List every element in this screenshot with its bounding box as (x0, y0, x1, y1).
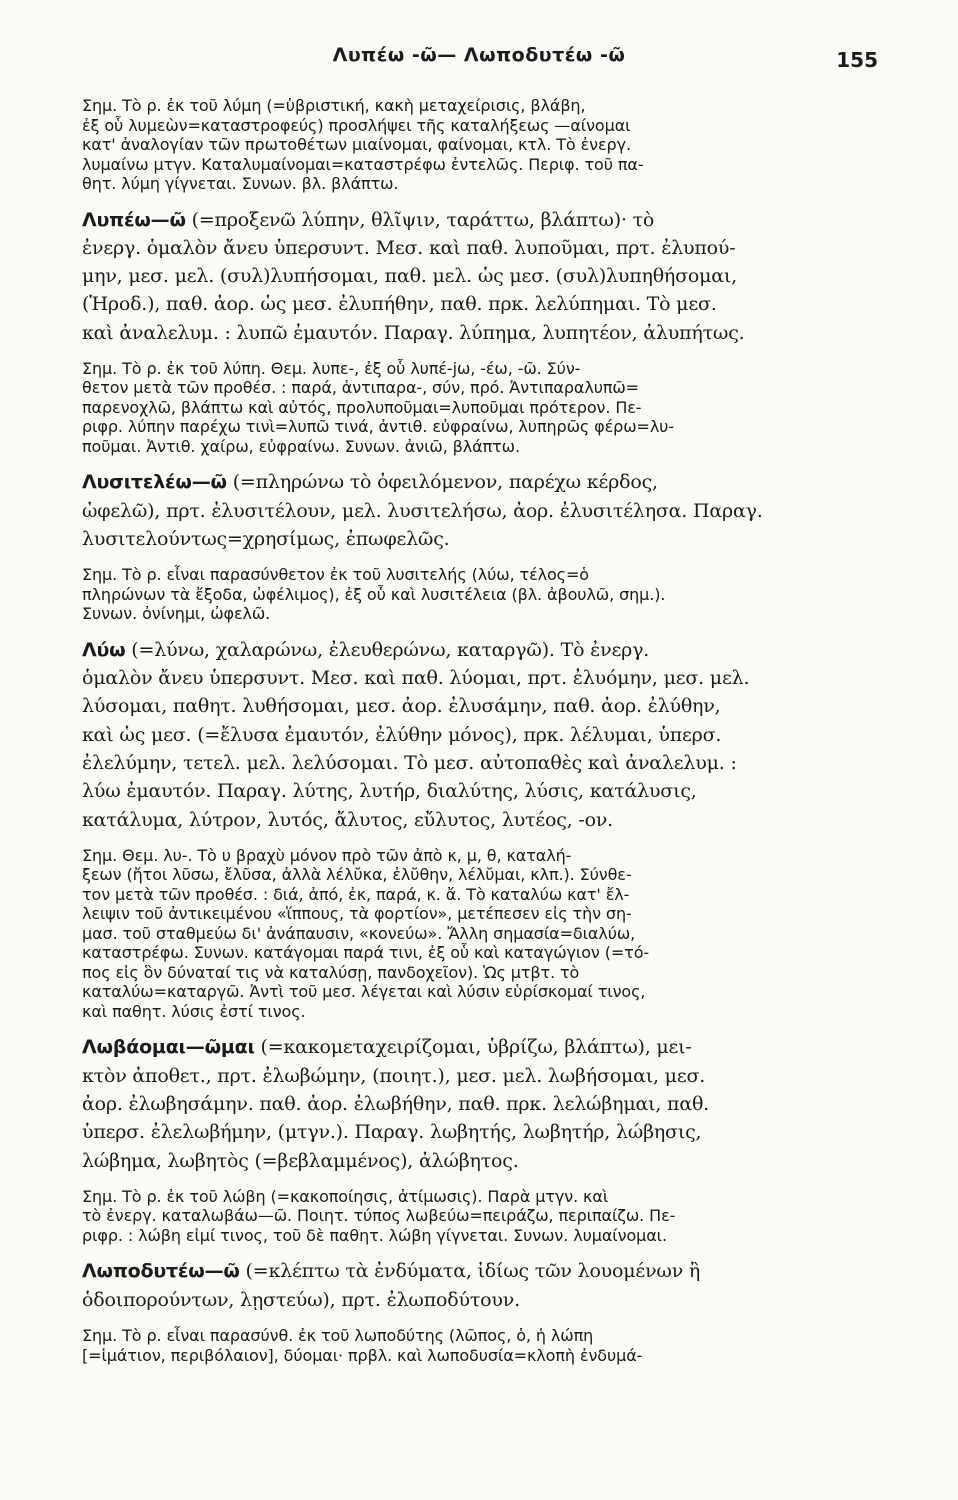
dictionary-entry (82, 206, 846, 347)
entry-line: Λωβάομαι—ῶμαι (=κακομεταχειρίζομαι, ὑβρίζω, βλάπτω), μει- (82, 1036, 692, 1059)
note-line: κατ' ἀναλογίαν τῶν πρωτοθέτων μιαίνομαι, φαίνομαι, κτλ. Τὸ ἐνεργ. (82, 135, 631, 154)
note-line: Σημ. Τὸ ρ. εἶναι παρασύνθετον ἐκ τοῦ λυσιτελής (λύω, τέλος=ὁ (82, 565, 589, 585)
entry-line: κατάλυμα, λύτρον, λυτός, ἄλυτος, εὔλυτος, λυτέος, -ον. (82, 808, 614, 831)
note-line: τον μετὰ τῶν προθέσ. : διά, ἀπό, ἐκ, παρά, κ. ἄ. Τὸ καταλύω κατ' ἔλ- (82, 884, 630, 904)
entry-line: ὑπερσ. ἐλελωβήμην, (μτγν.). Παραγ. λωβητής, λωβητήρ, λώβησις, (82, 1121, 702, 1144)
note-line: ξεων (ἤτοι λῦσω, ἔλῦσα, ἀλλὰ λέλῠκα, ἐλῠθην, λέλῠμαι, κλπ.). Σύνθε- (82, 865, 632, 885)
entry-line: καὶ ὡς μεσ. (=ἔλυσα ἐμαυτόν, ἐλύθην μόνος), πρκ. λέλυμαι, ὑπερσ. (82, 723, 722, 746)
dictionary-entry (82, 1033, 846, 1174)
page-number: 155 (836, 48, 878, 72)
note-line: παρενοχλῶ, βλάπτω καὶ αὐτός, προλυποῦμαι=λυποῦμαι πρότερον. Πε- (82, 397, 642, 417)
note-line: πληρώνων τὰ ἔξοδα, ὠφέλιμος), ἐξ οὗ καὶ λυσιτέλεια (βλ. ἀβουλῶ, σημ.). (82, 584, 666, 604)
entry-note (82, 359, 846, 457)
entry-note (82, 1187, 846, 1246)
entry-line: Λωποδυτέω—ῶ (=κλέπτω τὰ ἐνδύματα, ἰδίως τῶν λουομένων ἢ (82, 1260, 701, 1283)
note-line: Σημ. Τὸ ρ. εἶναι παρασύνθ. ἐκ τοῦ λωποδύτης (λῶπος, ὁ, ἡ λώπη (82, 1326, 594, 1346)
dictionary-entry (82, 636, 846, 834)
entry-line: (Ἡροδ.), παθ. ἀορ. ὡς μεσ. ἐλυπήθην, παθ. πρκ. λελύπημαι. Τὸ μεσ. (82, 293, 717, 316)
note-line: τὸ ἐνεργ. καταλωβάω—ῶ. Ποιητ. τύπος λωβεύω=πειράζω, περιπαίζω. Πε- (82, 1206, 676, 1226)
note-line: μασ. τοῦ σταθμεύω δι' ἀνάπαυσιν, «κονεύω». Ἄλλη σημασία=διαλύω, (82, 923, 636, 943)
note-line: καταστρέφω. Συνων. κατάγομαι παρά τινι, ἐξ οὗ καὶ καταγώγιον (=τό- (82, 943, 650, 963)
note-line: Σημ. Τὸ ρ. ἐκ τοῦ λώβη (=κακοποίησις, ἀτίμωσις). Παρὰ μτγν. καὶ (82, 1186, 609, 1206)
entry-line: καὶ ἀναλελυμ. : λυπῶ ἐμαυτόν. Παραγ. λύπημα, λυπητέον, ἀλυπήτως. (82, 321, 745, 344)
entry-line: λύσομαι, παθητ. λυθήσομαι, μεσ. ἀορ. ἐλυσάμην, παθ. ἀορ. ἐλύθην, (82, 695, 721, 718)
note-line: Σημ. Θεμ. λυ-. Τὸ υ βραχὺ μόνον πρὸ τῶν ἀπὸ κ, μ, θ, καταλή- (82, 845, 572, 865)
entry-note (82, 565, 846, 624)
note-line: πος εἰς ὃν δύναταί τις νὰ καταλύσῃ, πανδοχεῖον). Ὡς μτβτ. τὸ (82, 962, 580, 982)
note-line: καὶ παθητ. λύσις ἐστί τινος. (82, 1001, 306, 1021)
entry-line: ὁδοιπορούντων, λῃστεύω), πρτ. ἐλωποδύτουν. (82, 1288, 520, 1311)
entry-note (82, 1326, 846, 1365)
note-line: ριφρ. : λώβη εἰμί τινος, τοῦ δὲ παθητ. λώβη γίγνεται. Συνων. λυμαίνομαι. (82, 1225, 667, 1245)
entry-line: λύω ἐμαυτόν. Παραγ. λύτης, λυτήρ, διαλύτης, λύσις, κατάλυσις, (82, 780, 697, 803)
entry-line: λυσιτελούντως=χρησίμως, ἐπωφελῶς. (82, 528, 450, 551)
note-line: θητ. λύμη γίγνεται. Συνων. βλ. βλάπτω. (82, 174, 399, 193)
page-header (0, 38, 958, 78)
running-head: Λυπέω -ῶ— Λωποδυτέω -ῶ (332, 44, 626, 66)
entry-note (82, 846, 846, 1022)
note-line: ριφρ. λύπην παρέχω τινὶ=λυπῶ τινά, ἀντιθ. εὐφραίνω, λυπηρῶς φέρω=λυ- (82, 417, 675, 437)
dictionary-entry (82, 1257, 846, 1314)
note-line: ποῦμαι. Ἀντιθ. χαίρω, εὐφραίνω. Συνων. ἀνιῶ, βλάπτω. (82, 436, 520, 456)
entry-note (82, 96, 846, 194)
note-line: λυμαίνω μτγν. Καταλυμαίνομαι=καταστρέφω ἐντελῶς. Περιφ. τοῦ πα- (82, 154, 644, 174)
entry-line: ὠφελῶ), πρτ. ἐλυσιτέλουν, μελ. λυσιτελήσω, ἀορ. ἐλυσιτέλησα. Παραγ. (82, 499, 763, 522)
entry-line: ἐνεργ. ὁμαλὸν ἄνευ ὑπερσυντ. Μεσ. καὶ παθ. λυποῦμαι, πρτ. ἐλυπού- (82, 236, 736, 259)
note-line: Συνων. ὀνίνημι, ὠφελῶ. (82, 604, 271, 624)
note-line: ἐξ οὗ λυμεὼν=καταστροφεύς) προσλήψει τῆς καταλήξεως —αίνομαι (82, 115, 631, 135)
note-line: [=ἱμάτιον, περιβόλαιον], δύομαι· πρβλ. καὶ λωποδυσία=κλοπὴ ἐνδυμά- (82, 1345, 643, 1365)
entry-line: Λυπέω—ῶ (=προξενῶ λύπην, θλῖψιν, ταράττω, βλάπτω)· τὸ (82, 208, 655, 231)
entry-line: Λύω (=λύνω, χαλαρώνω, ἐλευθερώνω, καταργῶ). Τὸ ἐνεργ. (82, 638, 650, 661)
entry-line: μην, μεσ. μελ. (συλ)λυπήσομαι, παθ. μελ. ὡς μεσ. (συλ)λυπηθήσομαι, (82, 265, 737, 288)
dictionary-body (82, 96, 846, 1377)
dictionary-entry (82, 468, 846, 553)
entry-line: ἐλελύμην, τετελ. μελ. λελύσομαι. Τὸ μεσ. αὐτοπαθὲς καὶ ἀναλελυμ. : (82, 752, 737, 775)
entry-line: Λυσιτελέω—ῶ (=πληρώνω τὸ ὀφειλόμενον, παρέχω κέρδος, (82, 471, 658, 494)
entry-line: κτὸν ἀποθετ., πρτ. ἐλωβώμην, (ποιητ.), μεσ. μελ. λωβήσομαι, μεσ. (82, 1064, 706, 1087)
note-line: λειψιν τοῦ ἀντικειμένου «ἵππους, τὰ φορτίον», μετέπεσεν εἰς τὴν ση- (82, 904, 632, 924)
note-line: Σημ. Τὸ ρ. ἐκ τοῦ λύμη (=ὑβριστική, κακὴ μεταχείρισις, βλάβη, (82, 96, 586, 115)
entry-line: λώβημα, λωβητὸς (=βεβλαμμένος), ἀλώβητος. (82, 1149, 519, 1172)
note-line: Σημ. Τὸ ρ. ἐκ τοῦ λύπη. Θεμ. λυπε-, ἐξ οὗ λυπέ-jω, -έω, -ῶ. Σύν- (82, 358, 581, 378)
note-line: θετον μετὰ τῶν προθέσ. : παρά, ἀντιπαρα-, σύν, πρό. Ἀντιπαραλυπῶ= (82, 378, 639, 398)
entry-line: ἀορ. ἐλωβησάμην. παθ. ἀορ. ἐλωβήθην, παθ. πρκ. λελώβημαι, παθ. (82, 1093, 710, 1116)
entry-line: ὁμαλὸν ἄνευ ὑπερσυντ. Μεσ. καὶ παθ. λύομαι, πρτ. ἐλυόμην, μεσ. μελ. (82, 667, 750, 690)
note-line: καταλύω=καταργῶ. Ἀντὶ τοῦ μεσ. λέγεται καὶ λύσιν εὑρίσκομαί τινος, (82, 982, 646, 1002)
